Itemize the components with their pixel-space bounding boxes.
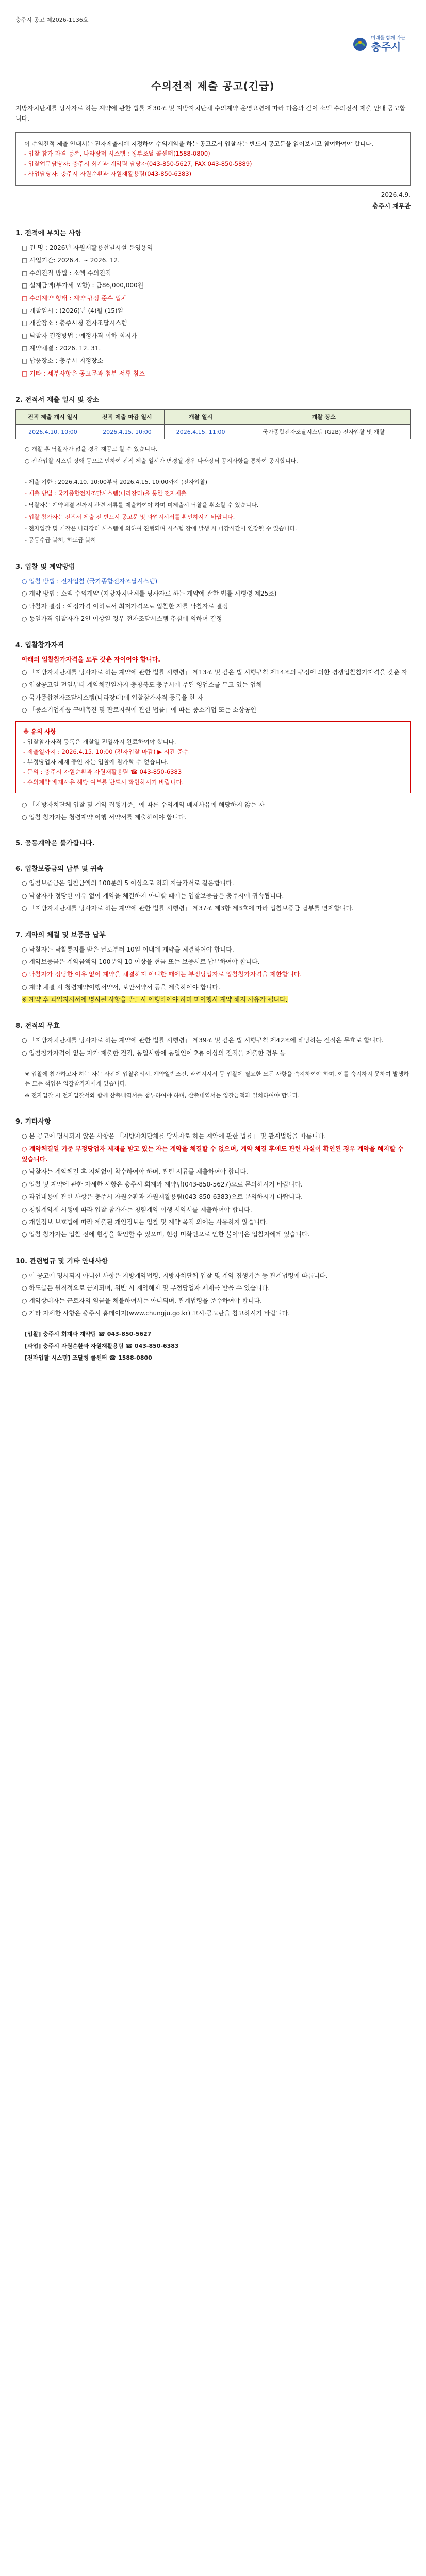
city-logo (352, 36, 405, 53)
sec6-item: ○ 입찰보증금은 입찰금액의 100분의 5 이상으로 하되 지급각서로 갈음합니다. (22, 879, 234, 887)
sec10-item: ○ 이 공고에 명시되지 아니한 사항은 지방계약법령, 지방자치단체 입찰 및 계약 집행기준 등 관계법령에 따릅니다. (22, 1272, 328, 1279)
section-1-title: 1. 전적에 부치는 사항 (15, 229, 82, 238)
logo-slogan: 미래를 함께 가는 (371, 36, 405, 41)
table-header: 전적 제출 마감 일시 (90, 410, 164, 425)
sec9-item: ○ 본 공고에 명시되지 않은 사항은 「지방자치단체를 당사자로 하는 계약에 관한 법률」 및 관계법령을 따릅니다. (22, 1132, 326, 1140)
sec7-highlight: ※ 계약 후 과업지시서에 명시된 사항을 반드시 이행하여야 하며 미이행시 계약 해지 사유가 됩니다. (22, 996, 288, 1004)
sec2-detail: - 제출 방법 : 국가종합전자조달시스템(나라장터)을 통한 전자제출 (25, 490, 187, 497)
sec1-item: □ 낙찰자 결정방법 : 예정가격 이하 최저가 (22, 332, 137, 340)
table-cell: 2026.4.15. 10:00 (90, 425, 164, 439)
sec1-item: □ 수의전적 방법 : 소액 수의전적 (22, 269, 111, 277)
sec2-note: ○ 전자입찰 시스템 장애 등으로 인하여 전적 제출 일시가 변경될 경우 나라장터 공지사항을 통하여 공지합니다. (25, 457, 298, 464)
sec1-item: □ 건 명 : 2026년 자원재활용선별시설 운영용역 (22, 244, 153, 251)
section-9-title: 9. 기타사항 (15, 1118, 51, 1126)
guide-line: 이 수의전적 제출 안내서는 전자제출시에 지정하여 수의계약을 하는 공고로서 입찰자는 반드시 공고문을 읽어보시고 참여하여야 합니다. (24, 140, 373, 147)
intro-paragraph: 지방자치단체를 당사자로 하는 계약에 관한 법률 제30조 및 지방자치단체 수의계약 운영요령에 따라 다음과 같이 소액 수의전적 제출 안내 공고합니다. (15, 105, 406, 123)
page-title: 수의전적 제출 공고(긴급) (151, 80, 275, 92)
table-cell: 국가종합전자조달시스템 (G2B) 전자입찰 및 개찰 (237, 425, 411, 439)
sec4-item: ○ 국가종합전자조달시스템(나라장터)에 입찰참가자격 등록을 한 자 (22, 693, 203, 701)
sec3-item: ○ 계약 방법 : 소액 수의계약 (지방자치단체를 당사자로 하는 계약에 관한 법률 시행령 제25조) (22, 590, 277, 598)
sec9-item: ○ 과업내용에 관한 사항은 충주시 자원순환과 자원재활용팀(043-850-6383)으로 문의하시기 바랍니다. (22, 1193, 303, 1201)
section-2-title: 2. 전적서 제출 일시 및 장소 (15, 396, 100, 404)
sec2-detail: - 제출 기한 : 2026.4.10. 10:00부터 2026.4.15. 10:00까지 (전자입찰) (25, 478, 208, 485)
caution-line: ※ 유의 사항 (23, 728, 56, 736)
sec2-detail: - 전자입찰 및 개찰은 나라장터 시스템에 의하여 진행되며 시스템 장애 발생 시 마감시간이 연장될 수 있습니다. (25, 525, 297, 532)
sec7-item: ○ 낙찰자가 정당한 이유 없이 계약을 체결하지 아니한 때에는 부정당업자로 입찰참가자격을 제한합니다. (22, 971, 302, 978)
city-logo-icon (352, 37, 368, 52)
caution-line: - 제출일까지 : 2026.4.15. 10:00 (전자입찰 마감) ▶ 시간 준수 (23, 748, 189, 756)
notice-date: 2026.4.9. (381, 191, 411, 198)
guide-line: - 입찰 참가 자격 등록, 나라장터 시스템 : 정부조달 콜센터(1588-0800) (24, 150, 210, 158)
guide-line: - 입찰업무담당자: 충주시 회계과 계약팀 담당자(043-850-5627, FAX 043-850-5889) (24, 160, 252, 167)
sec9-item: ○ 개인정보 보호법에 따라 제출된 개인정보는 입찰 및 계약 목적 외에는 사용하지 않습니다. (22, 1218, 268, 1226)
sec1-item: □ 개찰일시 : (2026)년 (4)월 (15)일 (22, 307, 124, 314)
sec4-item: ○ 「중소기업제품 구매촉진 및 판로지원에 관한 법률」에 따른 중소기업 또는 소상공인 (22, 706, 257, 714)
table-header: 개찰 일시 (164, 410, 237, 425)
section-4-title: 4. 입찰참가자격 (15, 641, 64, 650)
section-10-title: 10. 관련법규 및 기타 안내사항 (15, 1257, 108, 1265)
sec9-red-item: ○ 계약체결일 기준 부정당업자 제재를 받고 있는 자는 계약을 체결할 수 없으며, 계약 체결 후에도 관련 사실이 확인된 경우 계약을 해지할 수 있습니다. (22, 1145, 404, 1163)
section-5-title: 5. 공동계약은 불가합니다. (15, 840, 95, 848)
guide-line: - 사업담당자: 충주시 자원순환과 자원재활용팀(043-850-6383) (24, 170, 192, 178)
sec3-item: ○ 입찰 방법 : 전자입찰 (국가종합전자조달시스템) (22, 577, 158, 585)
sec7-item: ○ 계약 체결 시 청렴계약이행서약서, 보안서약서 등을 제출하여야 합니다. (22, 983, 220, 991)
caution-box (15, 721, 411, 793)
caution-line: - 문의 : 충주시 자원순환과 자원재활용팀 ☎ 043-850-6383 (23, 768, 182, 776)
sec10-item: ○ 계약상대자는 근로자의 임금을 체불하여서는 아니되며, 관계법령을 준수하여야 합니다. (22, 1297, 262, 1304)
logo-name: 충주시 (371, 40, 401, 53)
sec3-item: ○ 낙찰자 결정 : 예정가격 이하로서 최저가격으로 입찰한 자를 낙찰자로 결정 (22, 602, 228, 610)
sec2-note: ○ 개찰 후 낙찰자가 없을 경우 재공고 할 수 있습니다. (25, 446, 158, 453)
sec8-note: ※ 입찰에 참가하고자 하는 자는 사전에 입찰유의서, 계약일반조건, 과업지시서 등 입찰에 필요한 모든 사항을 숙지하여야 하며, 이를 숙지하지 못하여 발생하는 모든 책임은 입찰참가자에게 있습니다. (25, 1071, 409, 1087)
sec9-item: ○ 낙찰자는 계약체결 후 지체없이 착수하여야 하며, 관련 서류를 제출하여야 합니다. (22, 1168, 248, 1176)
sec4-item: ○ 입찰공고일 전일부터 계약체결일까지 충청북도 충주시에 주된 영업소를 두고 있는 업체 (22, 681, 262, 689)
sec1-item: □ 개찰장소 : 충주시청 전자조달시스템 (22, 319, 127, 327)
sec1-item: □ 계약체결 : 2026. 12. 31. (22, 345, 101, 352)
sec7-item: ○ 낙찰자는 낙찰통지를 받은 날로부터 10일 이내에 계약을 체결하여야 합니다. (22, 945, 234, 953)
sec1-item: □ 수의계약 형태 : 계약 규정 준수 업체 (22, 294, 127, 302)
sec8-note: ※ 전자입찰 시 전자입찰서와 함께 산출내역서를 첨부하여야 하며, 산출내역서는 입찰금액과 일치하여야 합니다. (25, 1092, 300, 1099)
sec10-item: ○ 기타 자세한 사항은 충주시 홈페이지(www.chungju.go.kr) 고시·공고란을 참고하시기 바랍니다. (22, 1310, 290, 1317)
schedule-table (15, 409, 411, 439)
sec2-detail: - 입찰 참가자는 전적서 제출 전 반드시 공고문 및 과업지시서를 확인하시기 바랍니다. (25, 513, 235, 520)
table-cell: 2026.4.15. 11:00 (164, 425, 237, 439)
guide-box (15, 132, 411, 186)
table-cell: 2026.4.10. 10:00 (16, 425, 90, 439)
sec1-item: □ 설계금액(부가세 포함) : 금86,000,000원 (22, 282, 144, 290)
sec4-item: ○ 「지방자치단체를 당사자로 하는 계약에 관한 법률 시행령」 제13조 및 같은 법 시행규칙 제14조의 규정에 의한 경쟁입찰참가자격을 갖춘 자 (22, 668, 408, 676)
caution-line: - 수의계약 배제사유 해당 여부를 반드시 확인하시기 바랍니다. (23, 778, 184, 786)
section-3-title: 3. 입찰 및 계약방법 (15, 563, 75, 571)
sec10-item: ○ 하도급은 원칙적으로 금지되며, 위반 시 계약해지 및 부정당업자 제재를 받을 수 있습니다. (22, 1284, 270, 1292)
sec6-item: ○ 「지방자치단체를 당사자로 하는 계약에 관한 법률 시행령」 제37조 제3항 제3호에 따라 입찰보증금 납부를 면제합니다. (22, 905, 354, 912)
sec1-item: □ 납품장소 : 충주시 지정장소 (22, 357, 104, 365)
sec1-item: □ 사업기간: 2026.4. ~ 2026. 12. (22, 257, 120, 264)
table-header: 개찰 장소 (237, 410, 411, 425)
sec8-item: ○ 「지방자치단체를 당사자로 하는 계약에 관한 법률 시행령」 제39조 및 같은 법 시행규칙 제42조에 해당하는 전적은 무효로 합니다. (22, 1037, 384, 1044)
sec3-item: ○ 동일가격 입찰자가 2인 이상일 경우 전자조달시스템 추첨에 의하여 결정 (22, 615, 222, 622)
contact-line: [입찰] 충주시 회계과 계약팀 ☎ 043-850-5627 (25, 1331, 152, 1338)
sec9-item: ○ 입찰 및 계약에 관한 자세한 사항은 충주시 회계과 계약팀(043-850-5627)으로 문의하시기 바랍니다. (22, 1180, 303, 1188)
sec6-item: ○ 낙찰자가 정당한 이유 없이 계약을 체결하지 아니할 때에는 입찰보증금은 충주시에 귀속됩니다. (22, 892, 284, 900)
sec7-item: ○ 계약보증금은 계약금액의 100분의 10 이상을 현금 또는 보증서로 납부하여야 합니다. (22, 958, 260, 965)
sec9-item: ○ 청렴계약제 시행에 따라 입찰 참가자는 청렴계약 이행 서약서를 제출하여야 합니다. (22, 1206, 252, 1213)
section-8-title: 8. 전적의 무효 (15, 1022, 60, 1030)
sec4-item: ○ 「지방자치단체 입찰 및 계약 집행기준」에 따른 수의계약 배제사유에 해당하지 않는 자 (22, 801, 265, 808)
section-7-title: 7. 계약의 체결 및 보증금 납부 (15, 931, 106, 939)
sec2-detail: - 낙찰자는 계약체결 전까지 관련 서류를 제출하여야 하며 미제출시 낙찰을 취소할 수 있습니다. (25, 502, 259, 509)
sec4-intro: 아래의 입찰참가자격을 모두 갖춘 자이어야 합니다. (22, 656, 160, 664)
section-6-title: 6. 입찰보증금의 납부 및 귀속 (15, 865, 104, 873)
caution-line: - 부정당업자 제재 중인 자는 입찰에 참가할 수 없습니다. (23, 758, 169, 766)
contact-line: [전자입찰 시스템] 조달청 콜센터 ☎ 1588-0800 (25, 1354, 152, 1361)
sec8-item: ○ 입찰참가자격이 없는 자가 제출한 전적, 동일사항에 동일인이 2통 이상의 전적을 제출한 경우 등 (22, 1049, 286, 1057)
sec1-item: □ 기타 : 세부사항은 공고문과 첨부 서류 참조 (22, 369, 145, 377)
table-header: 전적 제출 개시 일시 (16, 410, 90, 425)
contact-line: [과업] 충주시 자원순환과 자원재활용팀 ☎ 043-850-6383 (25, 1343, 179, 1350)
caution-line: - 입찰참가자격 등록은 개찰일 전일까지 완료하여야 합니다. (23, 738, 176, 745)
sec9-item: ○ 입찰 참가자는 입찰 전에 현장을 확인할 수 있으며, 현장 미확인으로 인한 불이익은 입찰자에게 있습니다. (22, 1231, 310, 1239)
notice-signer: 충주시 재무관 (372, 202, 411, 210)
notice-number: 충주시 공고 제2026-1136호 (15, 16, 89, 23)
sec4-item: ○ 입찰 참가자는 청렴계약 이행 서약서를 제출하여야 합니다. (22, 813, 187, 821)
sec2-detail: - 공동수급 불허, 하도급 불허 (25, 537, 96, 544)
